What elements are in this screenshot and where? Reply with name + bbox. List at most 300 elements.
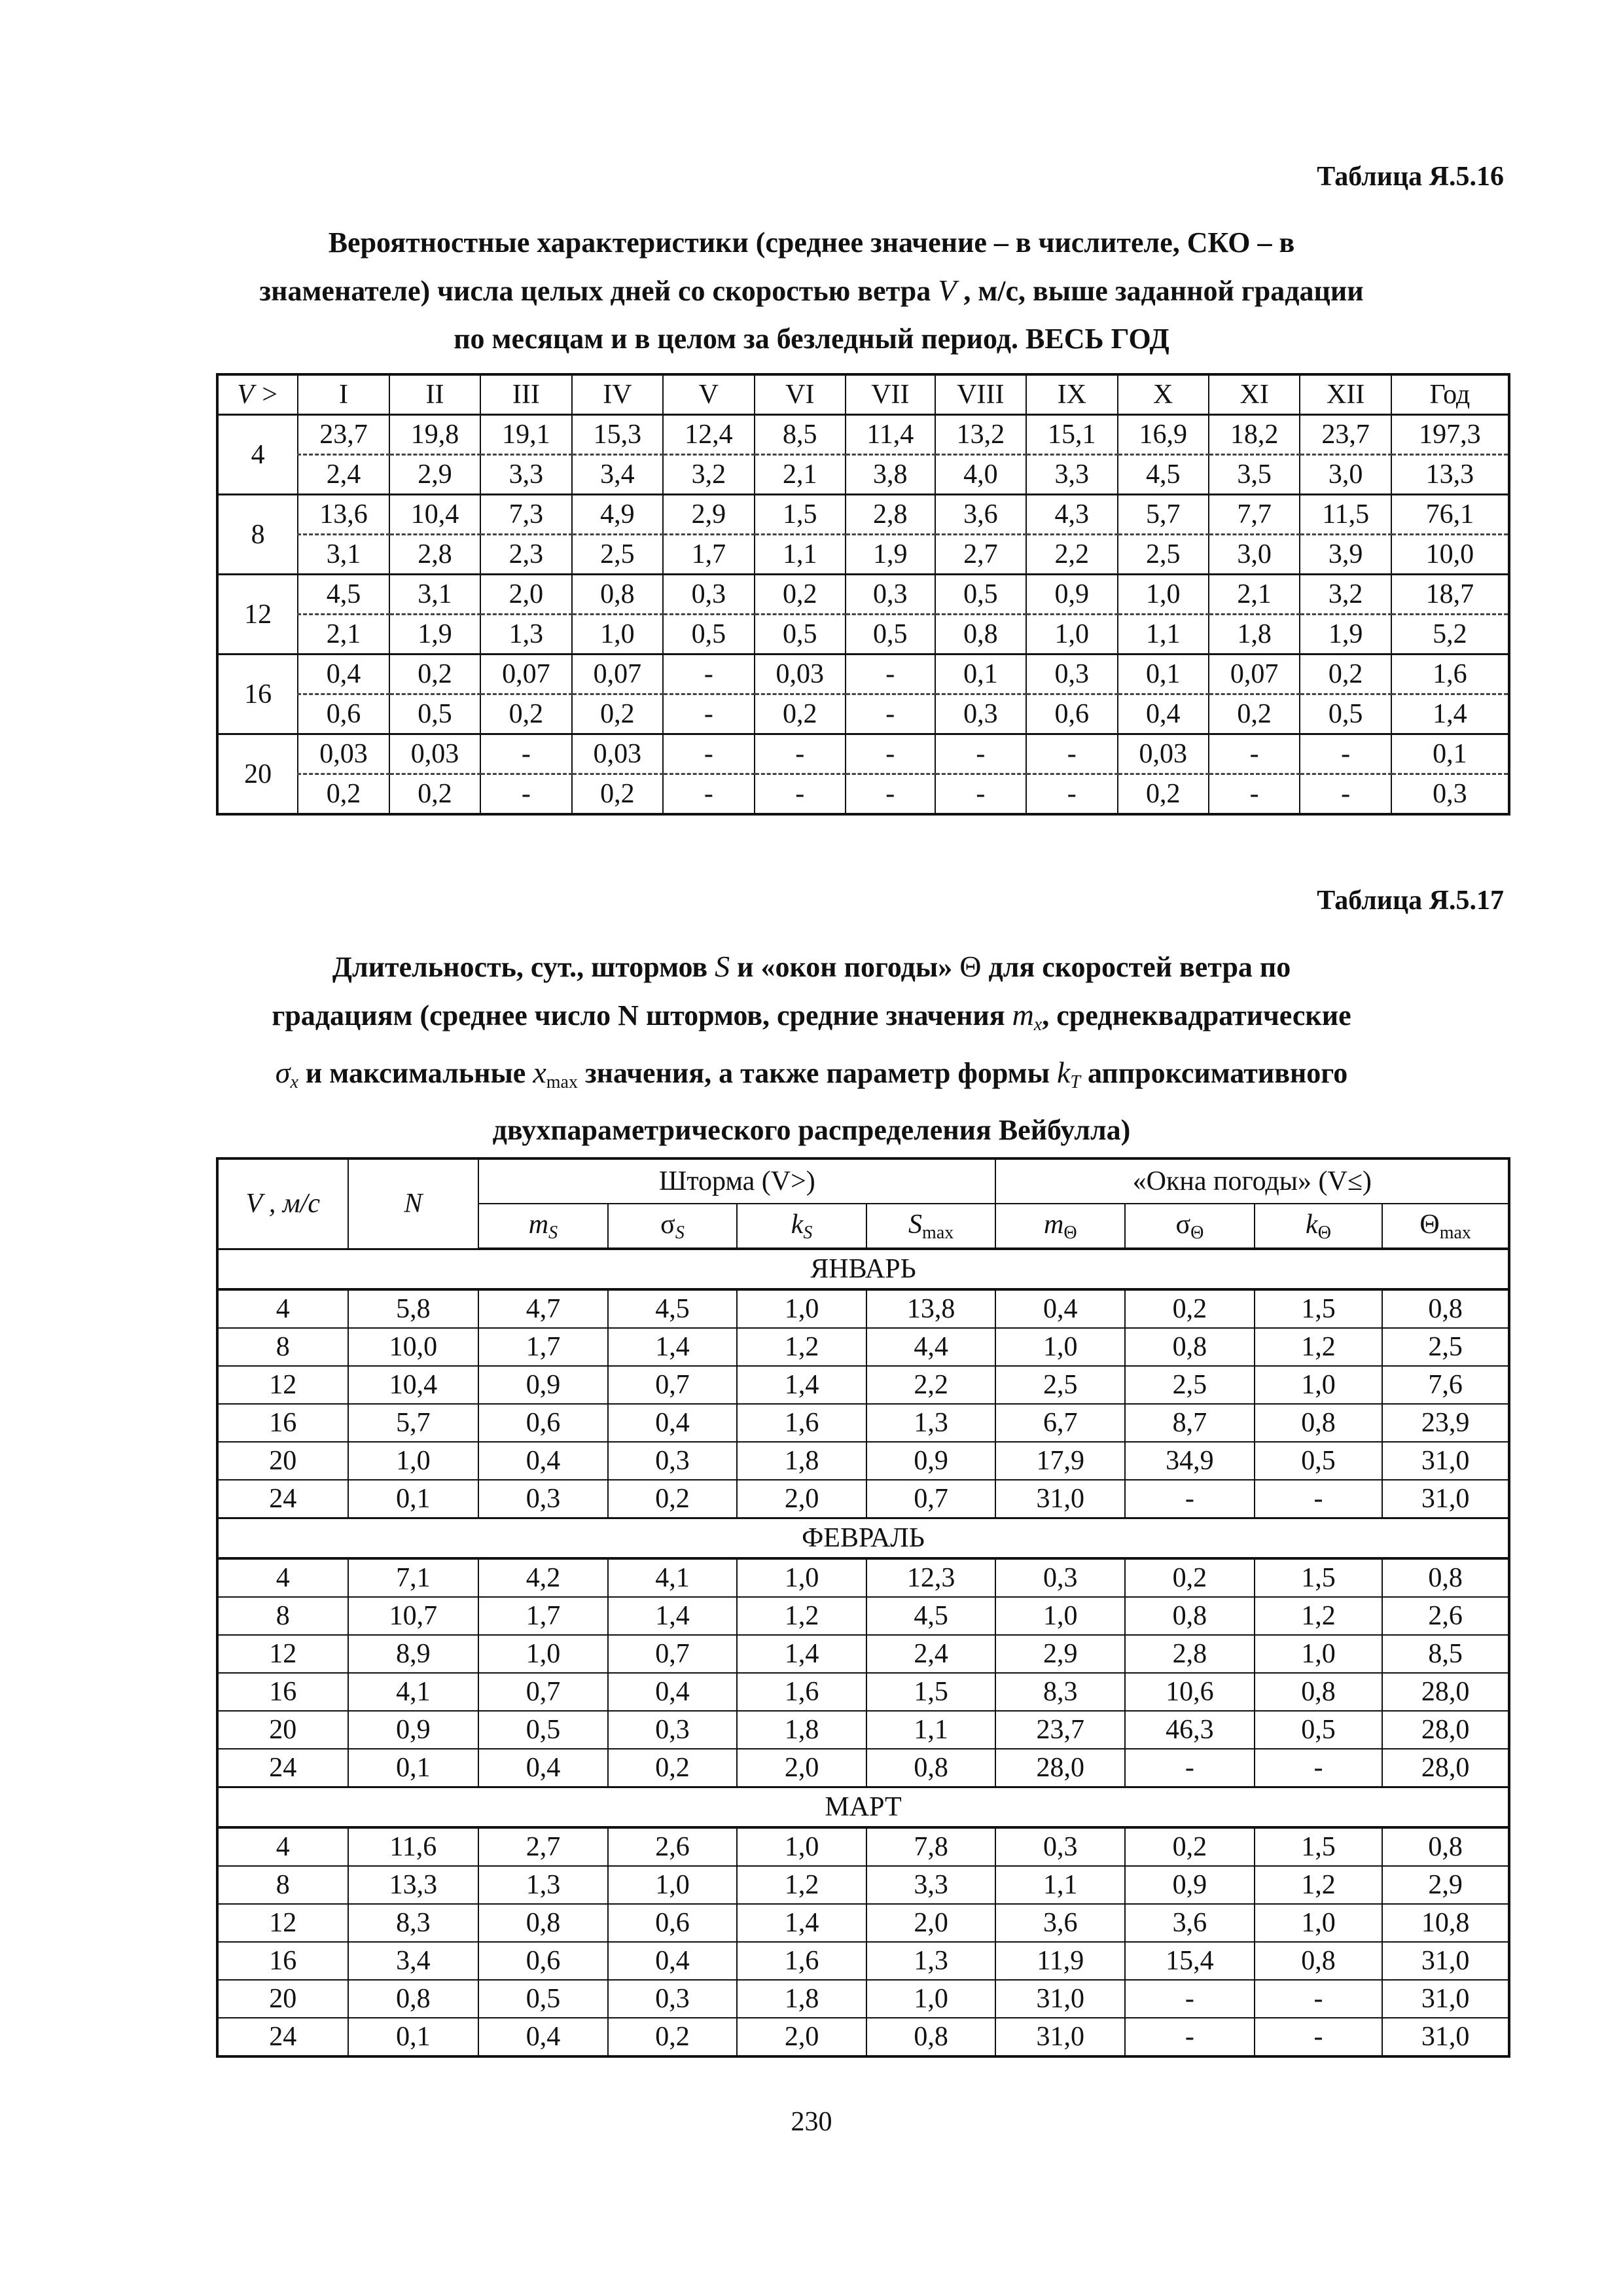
header-month: I — [298, 374, 389, 415]
data-cell: 11,9 — [995, 1942, 1125, 1980]
table-row — [217, 1558, 1509, 1597]
mean-cell: 23,7 — [298, 415, 389, 455]
data-cell: 4,4 — [866, 1328, 996, 1366]
mean-cell: 0,1 — [935, 655, 1026, 694]
mean-cell: 0,07 — [572, 655, 663, 694]
data-cell: 31,0 — [1382, 2018, 1509, 2056]
data-cell: 1,2 — [737, 1328, 866, 1366]
mean-cell: 0,8 — [572, 575, 663, 615]
mean-cell: 0,2 — [1300, 655, 1391, 694]
data-cell: 2,5 — [1382, 1328, 1509, 1366]
sd-cell: 2,9 — [389, 455, 480, 495]
data-cell: 4,1 — [608, 1558, 738, 1597]
month-name: ЯНВАРЬ — [217, 1249, 1509, 1289]
table-row — [217, 1711, 1509, 1749]
sd-cell: 13,3 — [1391, 455, 1509, 495]
data-cell: 4,2 — [478, 1558, 608, 1597]
page-number: 230 — [791, 2107, 832, 2137]
param-symbol: k — [1306, 1209, 1318, 1240]
data-cell: 2,5 — [1125, 1366, 1255, 1404]
table-row — [217, 1328, 1509, 1366]
header-param — [737, 1204, 866, 1249]
sd-cell: - — [846, 774, 935, 815]
mean-cell: 11,4 — [846, 415, 935, 455]
data-cell: 0,2 — [1125, 1289, 1255, 1328]
table-row — [217, 1366, 1509, 1404]
sd-cell: - — [846, 694, 935, 734]
param-subscript: Θ — [1317, 1222, 1331, 1243]
param-symbol: k — [791, 1209, 804, 1240]
mean-cell: 5,7 — [1118, 495, 1209, 535]
table-label-1: Таблица Я.5.16 — [1317, 162, 1504, 192]
sd-cell: 2,4 — [298, 455, 389, 495]
sd-cell: 1,7 — [663, 535, 754, 575]
data-cell: 0,3 — [608, 1980, 738, 2018]
data-cell: 17,9 — [995, 1442, 1125, 1480]
param-symbol: m — [1043, 1209, 1064, 1240]
month-name: МАРТ — [217, 1787, 1509, 1828]
data-cell: 28,0 — [1382, 1749, 1509, 1787]
sd-cell: 0,2 — [572, 774, 663, 815]
table-row — [217, 1942, 1509, 1980]
data-cell: 5,8 — [348, 1289, 479, 1328]
table-row — [217, 1480, 1509, 1518]
data-cell: - — [1125, 1980, 1255, 2018]
data-cell: 11,6 — [348, 1827, 479, 1866]
data-cell: 0,9 — [1125, 1866, 1255, 1904]
sd-cell: - — [1026, 774, 1117, 815]
data-cell: 1,3 — [866, 1942, 996, 1980]
data-cell: 10,7 — [348, 1597, 479, 1635]
data-cell: 8,3 — [348, 1904, 479, 1942]
header-month: VII — [846, 374, 935, 415]
header-n: N — [348, 1158, 479, 1249]
mean-cell: 19,8 — [389, 415, 480, 455]
sd-cell: 0,2 — [480, 694, 571, 734]
data-cell: 1,4 — [608, 1328, 738, 1366]
data-cell: 12,3 — [866, 1558, 996, 1597]
param-subscript: S — [548, 1222, 558, 1243]
mean-cell: 0,03 — [1118, 734, 1209, 774]
sd-cell: 3,9 — [1300, 535, 1391, 575]
data-cell: 0,2 — [608, 2018, 738, 2056]
sd-cell: 2,5 — [572, 535, 663, 575]
data-cell: 0,2 — [1125, 1558, 1255, 1597]
data-cell: 1,0 — [1255, 1635, 1383, 1673]
sd-cell: 0,3 — [1391, 774, 1509, 815]
data-cell: 4,1 — [348, 1673, 479, 1711]
data-cell: 10,6 — [1125, 1673, 1255, 1711]
data-cell: - — [1125, 1480, 1255, 1518]
table-row — [217, 1442, 1509, 1480]
sd-cell: 2,3 — [480, 535, 571, 575]
param-subscript: max — [922, 1222, 954, 1243]
data-cell: 8,7 — [1125, 1404, 1255, 1442]
param-symbol: σ — [1175, 1209, 1191, 1240]
sd-cell: 0,4 — [1118, 694, 1209, 734]
data-cell: 1,8 — [737, 1711, 866, 1749]
sd-cell: 2,1 — [298, 615, 389, 655]
data-cell: 16 — [217, 1404, 348, 1442]
sd-cell: 1,9 — [1300, 615, 1391, 655]
sd-cell: 5,2 — [1391, 615, 1509, 655]
data-cell: 31,0 — [1382, 1442, 1509, 1480]
table-row — [217, 1749, 1509, 1787]
header-month: XI — [1209, 374, 1300, 415]
mean-cell: 0,1 — [1118, 655, 1209, 694]
header-weather-windows: «Окна погоды» (V≤) — [995, 1158, 1509, 1204]
header-month: X — [1118, 374, 1209, 415]
header-month: VIII — [935, 374, 1026, 415]
data-cell: 0,3 — [608, 1442, 738, 1480]
data-cell: 0,2 — [608, 1749, 738, 1787]
param-symbol: σ — [660, 1209, 675, 1240]
header-param — [1255, 1204, 1383, 1249]
title-line: двухпараметрического распределения Вейбулла) — [492, 1114, 1131, 1146]
data-cell: 1,0 — [478, 1635, 608, 1673]
mean-cell: - — [846, 655, 935, 694]
data-cell: 1,8 — [737, 1442, 866, 1480]
data-cell: 4 — [217, 1558, 348, 1597]
table-title-1 — [216, 219, 1407, 363]
data-cell: 3,3 — [866, 1866, 996, 1904]
table-row — [217, 1866, 1509, 1904]
data-cell: 4,7 — [478, 1289, 608, 1328]
sd-cell: 3,0 — [1209, 535, 1300, 575]
header-param — [866, 1204, 996, 1249]
data-cell: 2,9 — [995, 1635, 1125, 1673]
mean-cell: 8,5 — [755, 415, 846, 455]
data-cell: 4,5 — [608, 1289, 738, 1328]
sd-cell: 3,5 — [1209, 455, 1300, 495]
sd-cell: 0,2 — [389, 774, 480, 815]
data-cell: 7,8 — [866, 1827, 996, 1866]
data-cell: 0,8 — [1125, 1597, 1255, 1635]
sd-cell: - — [663, 774, 754, 815]
mean-cell: 0,07 — [1209, 655, 1300, 694]
data-cell: 2,6 — [1382, 1597, 1509, 1635]
data-cell: 0,7 — [866, 1480, 996, 1518]
mean-cell: 0,3 — [846, 575, 935, 615]
sd-cell: 3,2 — [663, 455, 754, 495]
data-cell: 0,8 — [1382, 1827, 1509, 1866]
mean-cell: 0,2 — [389, 655, 480, 694]
data-cell: 20 — [217, 1980, 348, 2018]
sd-cell: 10,0 — [1391, 535, 1509, 575]
sd-cell: 0,6 — [1026, 694, 1117, 734]
mean-cell: 2,1 — [1209, 575, 1300, 615]
header-param — [1382, 1204, 1509, 1249]
data-cell: 1,7 — [478, 1328, 608, 1366]
mean-cell: 0,03 — [572, 734, 663, 774]
data-cell: 6,7 — [995, 1404, 1125, 1442]
data-cell: 1,8 — [737, 1980, 866, 2018]
data-cell: 1,2 — [737, 1597, 866, 1635]
mean-cell: 2,9 — [663, 495, 754, 535]
data-cell: 3,4 — [348, 1942, 479, 1980]
data-cell: 0,5 — [1255, 1711, 1383, 1749]
data-cell: 1,0 — [995, 1597, 1125, 1635]
data-cell: 0,4 — [478, 2018, 608, 2056]
data-cell: 0,1 — [348, 2018, 479, 2056]
mean-cell: 3,1 — [389, 575, 480, 615]
data-cell: 31,0 — [1382, 1942, 1509, 1980]
sd-cell: 0,5 — [846, 615, 935, 655]
mean-cell: 18,7 — [1391, 575, 1509, 615]
header-param — [478, 1204, 608, 1249]
data-cell: 0,4 — [608, 1942, 738, 1980]
data-cell: 2,5 — [995, 1366, 1125, 1404]
mean-cell: 7,3 — [480, 495, 571, 535]
data-cell: 2,7 — [478, 1827, 608, 1866]
data-cell: 0,7 — [478, 1673, 608, 1711]
data-cell: 31,0 — [1382, 1980, 1509, 2018]
table-1 — [216, 373, 1510, 816]
mean-cell: 19,1 — [480, 415, 571, 455]
data-cell: 4 — [217, 1827, 348, 1866]
mean-cell: 76,1 — [1391, 495, 1509, 535]
mean-cell: 0,9 — [1026, 575, 1117, 615]
data-cell: 0,1 — [348, 1749, 479, 1787]
data-cell: 0,9 — [866, 1442, 996, 1480]
sd-cell: 0,2 — [298, 774, 389, 815]
mean-cell: 0,03 — [298, 734, 389, 774]
data-cell: 0,5 — [478, 1711, 608, 1749]
mean-cell: 2,0 — [480, 575, 571, 615]
mean-cell: 4,3 — [1026, 495, 1117, 535]
title-line: Вероятностные характеристики (среднее значение – в числителе, СКО – в — [328, 226, 1295, 259]
data-cell: - — [1125, 1749, 1255, 1787]
sd-cell: 2,8 — [389, 535, 480, 575]
data-cell: 8 — [217, 1597, 348, 1635]
speed-cell: 8 — [217, 495, 298, 575]
data-cell: 24 — [217, 1749, 348, 1787]
header-month: IX — [1026, 374, 1117, 415]
title-line: градациям (среднее число N штормов, средние значения mx, среднеквадратические — [272, 998, 1351, 1035]
mean-cell: 4,5 — [298, 575, 389, 615]
sd-cell: 0,8 — [935, 615, 1026, 655]
data-cell: 0,4 — [608, 1673, 738, 1711]
param-symbol: m — [528, 1209, 549, 1240]
table-row-mean — [217, 734, 1509, 774]
data-cell: 46,3 — [1125, 1711, 1255, 1749]
mean-cell: 0,3 — [663, 575, 754, 615]
data-cell: 0,8 — [1255, 1942, 1383, 1980]
title-line: знаменателе) числа целых дней со скоростью ветра V , м/с, выше заданной градации — [259, 274, 1364, 307]
data-cell: 1,0 — [1255, 1366, 1383, 1404]
data-cell: 0,8 — [866, 1749, 996, 1787]
data-cell: 1,0 — [608, 1866, 738, 1904]
sd-cell: 3,3 — [1026, 455, 1117, 495]
sd-cell: 1,9 — [389, 615, 480, 655]
data-cell: 2,4 — [866, 1635, 996, 1673]
data-cell: 0,8 — [1125, 1328, 1255, 1366]
data-cell: 0,9 — [478, 1366, 608, 1404]
table-row — [217, 1904, 1509, 1942]
sd-cell: - — [663, 694, 754, 734]
mean-cell: 4,9 — [572, 495, 663, 535]
sd-cell: 2,7 — [935, 535, 1026, 575]
mean-cell: 10,4 — [389, 495, 480, 535]
mean-cell: 2,8 — [846, 495, 935, 535]
table-row-mean — [217, 655, 1509, 694]
data-cell: 2,0 — [866, 1904, 996, 1942]
data-cell: 20 — [217, 1442, 348, 1480]
sd-cell: 3,1 — [298, 535, 389, 575]
sd-cell: 2,2 — [1026, 535, 1117, 575]
data-cell: 1,5 — [1255, 1558, 1383, 1597]
data-cell: 0,8 — [1255, 1404, 1383, 1442]
data-cell: 0,6 — [608, 1904, 738, 1942]
sd-cell: 2,1 — [755, 455, 846, 495]
header-speed: V > — [217, 374, 298, 415]
data-cell: 1,3 — [866, 1404, 996, 1442]
sd-cell: 1,1 — [755, 535, 846, 575]
data-cell: 1,2 — [1255, 1597, 1383, 1635]
mean-cell: - — [935, 734, 1026, 774]
data-cell: 1,7 — [478, 1597, 608, 1635]
header-month: XII — [1300, 374, 1391, 415]
table-row — [217, 1827, 1509, 1866]
mean-cell: 12,4 — [663, 415, 754, 455]
data-cell: 1,0 — [348, 1442, 479, 1480]
data-cell: 2,0 — [737, 2018, 866, 2056]
sd-cell: 0,5 — [1300, 694, 1391, 734]
data-cell: 0,7 — [608, 1366, 738, 1404]
data-cell: 2,6 — [608, 1827, 738, 1866]
speed-cell: 20 — [217, 734, 298, 815]
data-cell: 0,4 — [478, 1442, 608, 1480]
data-cell: 31,0 — [995, 2018, 1125, 2056]
mean-cell: 3,2 — [1300, 575, 1391, 615]
mean-cell: - — [1026, 734, 1117, 774]
data-cell: 10,4 — [348, 1366, 479, 1404]
data-cell: 28,0 — [995, 1749, 1125, 1787]
data-cell: 0,3 — [478, 1480, 608, 1518]
sd-cell: - — [1209, 774, 1300, 815]
sd-cell: 0,2 — [572, 694, 663, 734]
mean-cell: - — [663, 734, 754, 774]
data-cell: 0,8 — [1382, 1558, 1509, 1597]
data-cell: 7,1 — [348, 1558, 479, 1597]
table-row-sd — [217, 615, 1509, 655]
data-cell: 1,4 — [608, 1597, 738, 1635]
data-cell: 8,5 — [1382, 1635, 1509, 1673]
mean-cell: 15,1 — [1026, 415, 1117, 455]
data-cell: 0,8 — [348, 1980, 479, 2018]
data-cell: - — [1255, 1980, 1383, 2018]
data-cell: 0,6 — [478, 1942, 608, 1980]
sd-cell: 4,0 — [935, 455, 1026, 495]
data-cell: 10,8 — [1382, 1904, 1509, 1942]
sd-cell: 0,2 — [1209, 694, 1300, 734]
data-cell: 3,6 — [1125, 1904, 1255, 1942]
data-cell: 0,9 — [348, 1711, 479, 1749]
data-cell: 28,0 — [1382, 1711, 1509, 1749]
data-cell: 12 — [217, 1904, 348, 1942]
mean-cell: - — [755, 734, 846, 774]
data-cell: 2,0 — [737, 1480, 866, 1518]
sd-cell: 0,5 — [389, 694, 480, 734]
mean-cell: 0,4 — [298, 655, 389, 694]
data-cell: - — [1255, 2018, 1383, 2056]
data-cell: 1,2 — [1255, 1328, 1383, 1366]
data-cell: 13,8 — [866, 1289, 996, 1328]
speed-cell: 16 — [217, 655, 298, 734]
table-row — [217, 2018, 1509, 2056]
header-storms: Шторма (V>) — [478, 1158, 995, 1204]
data-cell: 8,9 — [348, 1635, 479, 1673]
data-cell: 1,6 — [737, 1942, 866, 1980]
mean-cell: 1,5 — [755, 495, 846, 535]
param-subscript: max — [1439, 1222, 1471, 1243]
title-line: Длительность, сут., штормов S и «окон погоды» Θ для скоростей ветра по — [332, 950, 1291, 983]
data-cell: 1,0 — [1255, 1904, 1383, 1942]
data-cell: - — [1255, 1480, 1383, 1518]
speed-cell: 12 — [217, 575, 298, 655]
table-label-2: Таблица Я.5.17 — [1317, 886, 1504, 916]
table-row-sd — [217, 774, 1509, 815]
table-row — [217, 1597, 1509, 1635]
data-cell: 0,3 — [995, 1827, 1125, 1866]
header-month: V — [663, 374, 754, 415]
mean-cell: - — [846, 734, 935, 774]
mean-cell: 18,2 — [1209, 415, 1300, 455]
sd-cell: 3,0 — [1300, 455, 1391, 495]
data-cell: 1,0 — [737, 1827, 866, 1866]
data-cell: 1,6 — [737, 1404, 866, 1442]
mean-cell: 1,6 — [1391, 655, 1509, 694]
sd-cell: 0,2 — [1118, 774, 1209, 815]
header-param — [1125, 1204, 1255, 1249]
data-cell: 31,0 — [995, 1980, 1125, 2018]
mean-cell: 1,0 — [1118, 575, 1209, 615]
mean-cell: 0,5 — [935, 575, 1026, 615]
data-cell: 1,2 — [1255, 1866, 1383, 1904]
data-cell: 0,4 — [995, 1289, 1125, 1328]
data-cell: 1,4 — [737, 1904, 866, 1942]
data-cell: 0,8 — [1382, 1289, 1509, 1328]
data-cell: 8 — [217, 1866, 348, 1904]
table-row — [217, 1673, 1509, 1711]
mean-cell: 13,2 — [935, 415, 1026, 455]
sd-cell: 1,0 — [1026, 615, 1117, 655]
sd-cell: 0,6 — [298, 694, 389, 734]
data-cell: 12 — [217, 1635, 348, 1673]
table-row-sd — [217, 455, 1509, 495]
data-cell: 16 — [217, 1673, 348, 1711]
table-row — [217, 1404, 1509, 1442]
data-cell: 2,2 — [866, 1366, 996, 1404]
data-cell: 20 — [217, 1711, 348, 1749]
data-cell: 15,4 — [1125, 1942, 1255, 1980]
sd-cell: 2,5 — [1118, 535, 1209, 575]
mean-cell: 0,03 — [755, 655, 846, 694]
data-cell: 1,0 — [737, 1289, 866, 1328]
table-row-sd — [217, 535, 1509, 575]
param-subscript: S — [803, 1222, 813, 1243]
data-cell: 23,7 — [995, 1711, 1125, 1749]
mean-cell: 0,03 — [389, 734, 480, 774]
header-param — [995, 1204, 1125, 1249]
data-cell: 0,6 — [478, 1404, 608, 1442]
data-cell: 4 — [217, 1289, 348, 1328]
table-row — [217, 1635, 1509, 1673]
data-cell: 1,1 — [995, 1866, 1125, 1904]
param-subscript: S — [675, 1222, 685, 1243]
data-cell: 0,3 — [995, 1558, 1125, 1597]
mean-cell: 11,5 — [1300, 495, 1391, 535]
